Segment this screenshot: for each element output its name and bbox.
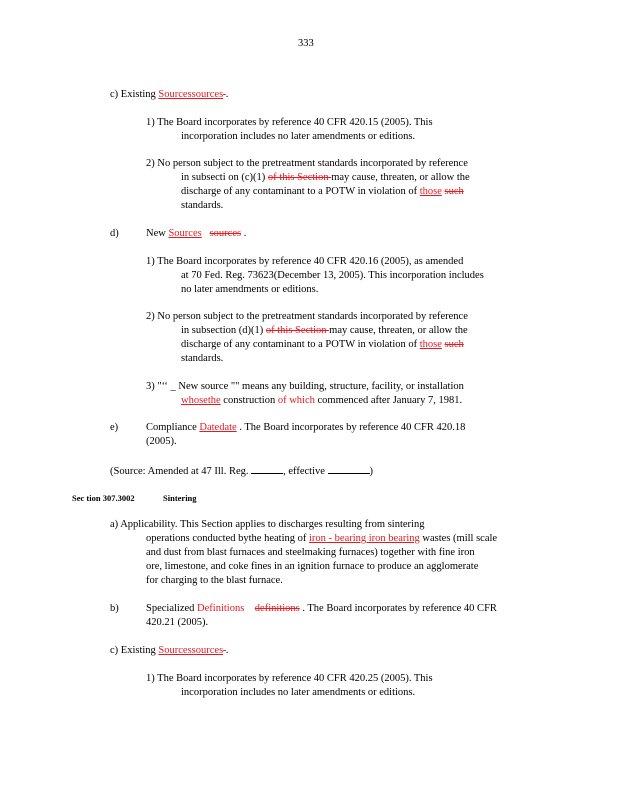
para-c2-line1: 2) No person subject to the pretreatment standards incorporated by reference xyxy=(146,158,468,169)
section-title: Sintering xyxy=(163,493,197,503)
text: Compliance xyxy=(146,422,200,433)
subsection-b-label: b) xyxy=(110,603,119,614)
text: may cause, threaten, or allow the xyxy=(329,325,468,336)
subsection-e-line2: (2005). xyxy=(146,436,177,447)
subsection-d-heading xyxy=(146,227,246,241)
text: may cause, threaten, or allow the xyxy=(331,172,470,183)
blank-line xyxy=(251,463,283,474)
subsection-d-label: d) xyxy=(110,228,119,239)
source-note xyxy=(110,463,373,479)
text: (Source: Amended at 47 Ill. Reg. xyxy=(110,466,249,477)
heading-period: . xyxy=(225,89,229,100)
para-a-line4: ore, limestone, and coke fines in an ignition furnace to produce an agglomerate xyxy=(146,561,479,572)
para-d1-line2: at 70 Fed. Reg. 73623(December 13, 2005). This incorporation includes xyxy=(181,270,484,281)
para-d3-line1: 3) "‘‘ _ New source "" means any building, structure, facility, or installation xyxy=(146,381,464,392)
deleted-text: of this Section xyxy=(265,325,330,336)
text: discharge of any contaminant to a POTW in violation of xyxy=(181,339,420,350)
para-d1-line1: 1) The Board incorporates by reference 40 CFR 420.16 (2005), as amended xyxy=(146,256,464,267)
text: . xyxy=(241,228,247,239)
subsection-c-heading xyxy=(110,88,228,102)
para-c2-line3 xyxy=(181,185,464,199)
inserted-text: whosethe xyxy=(181,395,221,406)
para-a-line1: a) Applicability. This Section applies to discharges resulting from sintering xyxy=(110,519,425,530)
blank-line xyxy=(328,463,370,474)
subsection-c-label: c) Existing xyxy=(110,89,159,100)
text: operations conducted bythe heating of xyxy=(146,533,309,544)
inserted-text: Sourcessources xyxy=(158,89,224,100)
deleted-text: definitions xyxy=(254,603,300,614)
heading-period: . xyxy=(225,645,229,656)
subsection-b-line2: 420.21 (2005). xyxy=(146,617,209,628)
para-a-line5: for charging to the blast furnace. xyxy=(146,575,283,586)
subsection-c-label: c) Existing xyxy=(110,645,159,656)
para-d2-line3 xyxy=(181,338,464,352)
deleted-text: sources xyxy=(209,228,242,239)
text: in subsection (d)(1) xyxy=(181,325,266,336)
inserted-text: those xyxy=(419,186,442,197)
section-number: Sec tion 307.3002 xyxy=(72,493,135,503)
text: commenced after January 7, 1981. xyxy=(314,395,463,406)
inserted-text: Sources xyxy=(168,228,202,239)
page-number: 333 xyxy=(298,38,314,49)
para-d2-line1: 2) No person subject to the pretreatment standards incorporated by reference xyxy=(146,311,468,322)
text: construction xyxy=(220,395,278,406)
inserted-text: those xyxy=(419,339,442,350)
inserted-text: iron - bearing iron bearing xyxy=(309,533,420,544)
deleted-text: such xyxy=(444,186,464,197)
para-a-line3: and dust from blast furnaces and steelmaking furnaces) together with fine iron xyxy=(146,547,475,558)
inserted-text: of which xyxy=(277,395,315,406)
deleted-text: such xyxy=(444,339,464,350)
subsection-c2-heading xyxy=(110,644,228,658)
para-c1-line1: 1) The Board incorporates by reference 40 CFR 420.15 (2005). This xyxy=(146,117,433,128)
para-d2-line2 xyxy=(181,324,468,338)
subsection-e-label: e) xyxy=(110,422,119,433)
para-d1-line3: no later amendments or editions. xyxy=(181,284,319,295)
para-c2-line2 xyxy=(181,171,470,185)
text: , effective xyxy=(283,466,325,477)
text: . The Board incorporates by reference 40 CFR xyxy=(299,603,497,614)
text: . The Board incorporates by reference 40 CFR 420.18 xyxy=(236,422,466,433)
subsection-e-line1 xyxy=(146,421,465,435)
inserted-text: Datedate xyxy=(199,422,237,433)
text: ) xyxy=(369,466,374,477)
para-c2b-line1: 1) The Board incorporates by reference 40 CFR 420.25 (2005). This xyxy=(146,673,433,684)
text: wastes (mill scale xyxy=(419,533,498,544)
text: Specialized xyxy=(146,603,198,614)
text: in subsecti on (c)(1) xyxy=(181,172,268,183)
para-d3-line2 xyxy=(181,394,462,408)
inserted-text: Sourcessources xyxy=(158,645,224,656)
subsection-b-line1 xyxy=(146,602,497,616)
para-d2-line4: standards. xyxy=(181,353,224,364)
para-c2b-line2: incorporation includes no later amendments or editions. xyxy=(181,687,416,698)
text: New xyxy=(146,228,169,239)
inserted-text: Definitions xyxy=(197,603,245,614)
text: discharge of any contaminant to a POTW in violation of xyxy=(181,186,420,197)
para-a-line2 xyxy=(146,532,497,546)
para-c1-line2: incorporation includes no later amendments or editions. xyxy=(181,131,416,142)
deleted-text: of this Section xyxy=(267,172,332,183)
para-c2-line4: standards. xyxy=(181,200,224,211)
